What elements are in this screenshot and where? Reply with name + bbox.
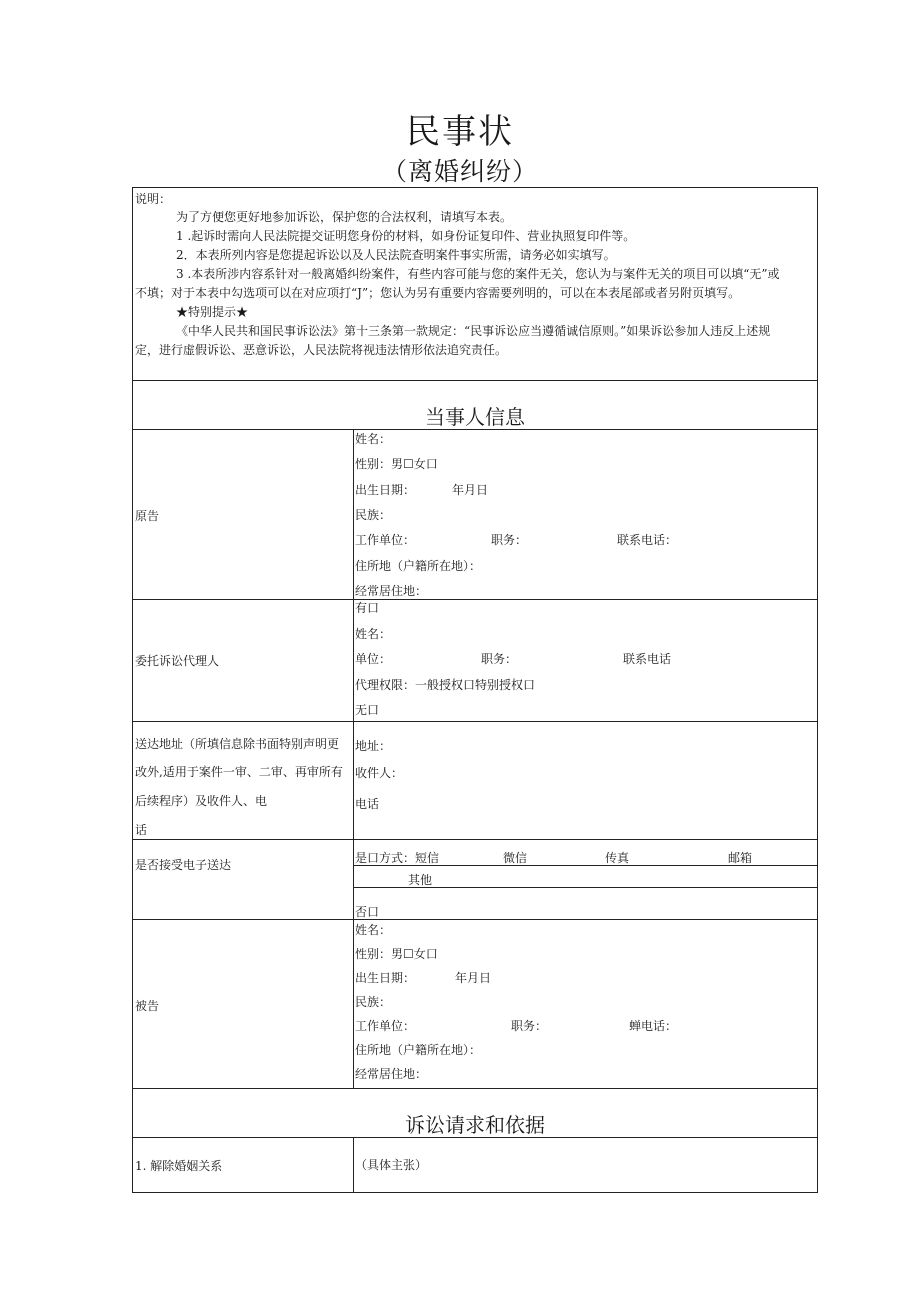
plaintiff-residence-field[interactable]: 住所地（户籍所在地）： [355, 559, 482, 573]
agent-unit-field[interactable]: 单位： [355, 652, 392, 666]
electronic-fax-option[interactable]: 传真 [605, 851, 630, 865]
agent-name-field[interactable]: 姓名： [355, 627, 392, 641]
column-divider-claims [353, 1137, 354, 1193]
document-title: 民事状 [406, 112, 514, 152]
service-address-field[interactable]: 地址： [355, 739, 392, 753]
rule-electronic-bottom [133, 919, 817, 920]
electronic-other-option[interactable]: 其他 [408, 873, 433, 887]
column-divider-parties [353, 429, 354, 1088]
plaintiff-workunit-field[interactable]: 工作单位： [355, 533, 416, 547]
section-heading-claims: 诉讼请求和依据 [405, 1113, 545, 1137]
complaint-form [132, 187, 818, 1193]
claim-item-1-label: 1. 解除婚姻关系 [135, 1159, 223, 1173]
agent-label: 委托诉讼代理人 [135, 654, 220, 668]
defendant-birthdate-field[interactable]: 出生日期： [355, 971, 416, 985]
electronic-email-option[interactable]: 邮箱 [728, 851, 753, 865]
defendant-phone-field[interactable]: 蝉电话： [629, 1019, 678, 1033]
agent-none-checkbox[interactable]: 无口 [355, 703, 380, 717]
service-recipient-field[interactable]: 收件人： [355, 766, 404, 780]
special-notice-text-cont: 定，进行虚假诉讼、恶意诉讼，人民法院将视违法情形依法追究责任。 [135, 343, 508, 357]
rule-electronic-inner-1 [353, 865, 817, 866]
service-address-label-line2: 改外,适用于案件一审、二审、再审所有 [135, 765, 343, 779]
electronic-no-checkbox[interactable]: 否口 [355, 905, 380, 919]
plaintiff-ethnicity-field[interactable]: 民族： [355, 508, 392, 522]
defendant-label: 被告 [135, 999, 160, 1013]
rule-electronic-inner-2 [353, 887, 817, 888]
electronic-wechat-option[interactable]: 微信 [503, 851, 528, 865]
defendant-position-field[interactable]: 职务： [511, 1019, 548, 1033]
plaintiff-phone-field[interactable]: 联系电话： [617, 533, 678, 547]
plaintiff-name-field[interactable]: 姓名： [355, 432, 392, 446]
agent-position-field[interactable]: 职务： [481, 652, 518, 666]
electronic-service-label: 是否接受电子送达 [135, 858, 232, 872]
instructions-item-3-cont: 不填；对于本表中勾选项可以在对应项打“J”；您认为另有重要内容需要列明的，可以在本表尾部或者另附页填写。 [135, 286, 741, 300]
plaintiff-birthdate-field[interactable]: 出生日期： [355, 483, 416, 497]
service-address-label-line4: 话 [135, 823, 148, 837]
rule-service-bottom [133, 839, 817, 840]
agent-authority-checkboxes[interactable]: 代理权限：一般授权口特别授权口 [355, 678, 536, 692]
service-address-label-line3: 后续程序）及收件人、电 [135, 794, 268, 808]
instructions-item-2: 2．本表所列内容是您提起诉讼以及人民法院查明案件事实所需，请务必如实填写。 [176, 248, 616, 262]
defendant-habitual-residence-field[interactable]: 经常居住地： [355, 1067, 428, 1081]
plaintiff-habitual-residence-field[interactable]: 经常居住地： [355, 584, 428, 598]
rule-defendant-bottom [133, 1088, 817, 1089]
special-notice-title: ★特别提示★ [176, 305, 249, 319]
service-address-label: 送达地址（所填信息除书面特别声明更 [135, 737, 340, 751]
instructions-label: 说明： [135, 192, 172, 206]
rule-agent-bottom [133, 721, 817, 722]
defendant-birthdate-ymd: 年月日 [455, 971, 492, 985]
instructions-item-1: 1 .起诉时需向人民法院提交证明您身份的材料，如身份证复印件、营业执照复印件等。 [176, 229, 636, 243]
rule-plaintiff-bottom [133, 599, 817, 600]
defendant-name-field[interactable]: 姓名： [355, 923, 392, 937]
defendant-gender-field[interactable]: 性别：男☐女口 [355, 947, 438, 961]
rule-instructions-bottom [133, 380, 817, 381]
instructions-item-3: 3 .本表所涉内容系针对一般离婚纠纷案件，有些内容可能与您的案件无关，您认为与案件无关的项目可以填“无”或 [176, 267, 780, 281]
instructions-intro: 为了方便您更好地参加诉讼，保护您的合法权利，请填写本表。 [176, 210, 513, 224]
service-phone-field[interactable]: 电话 [355, 797, 380, 811]
agent-phone-field[interactable]: 联系电话 [623, 652, 672, 666]
special-notice-text: 《中华人民共和国民事诉讼法》第十三条第一款规定：“民事诉讼应当遵循诚信原则。”如果诉讼参加人违反上述规 [176, 324, 771, 338]
defendant-residence-field[interactable]: 住所地（户籍所在地）： [355, 1043, 482, 1057]
plaintiff-position-field[interactable]: 职务： [491, 533, 528, 547]
plaintiff-label: 原告 [135, 509, 160, 523]
electronic-yes-sms-checkbox[interactable]: 是口方式：短信 [355, 851, 440, 865]
defendant-workunit-field[interactable]: 工作单位： [355, 1019, 416, 1033]
section-heading-parties: 当事人信息 [425, 405, 525, 429]
agent-has-checkbox[interactable]: 有口 [355, 601, 380, 615]
plaintiff-birthdate-ymd: 年月日 [452, 483, 489, 497]
document-subtitle: （离婚纠纷） [381, 157, 538, 186]
plaintiff-gender-field[interactable]: 性别：男☐女口 [355, 457, 438, 471]
claim-item-1-field[interactable]: （具体主张） [355, 1158, 428, 1172]
defendant-ethnicity-field[interactable]: 民族： [355, 995, 392, 1009]
